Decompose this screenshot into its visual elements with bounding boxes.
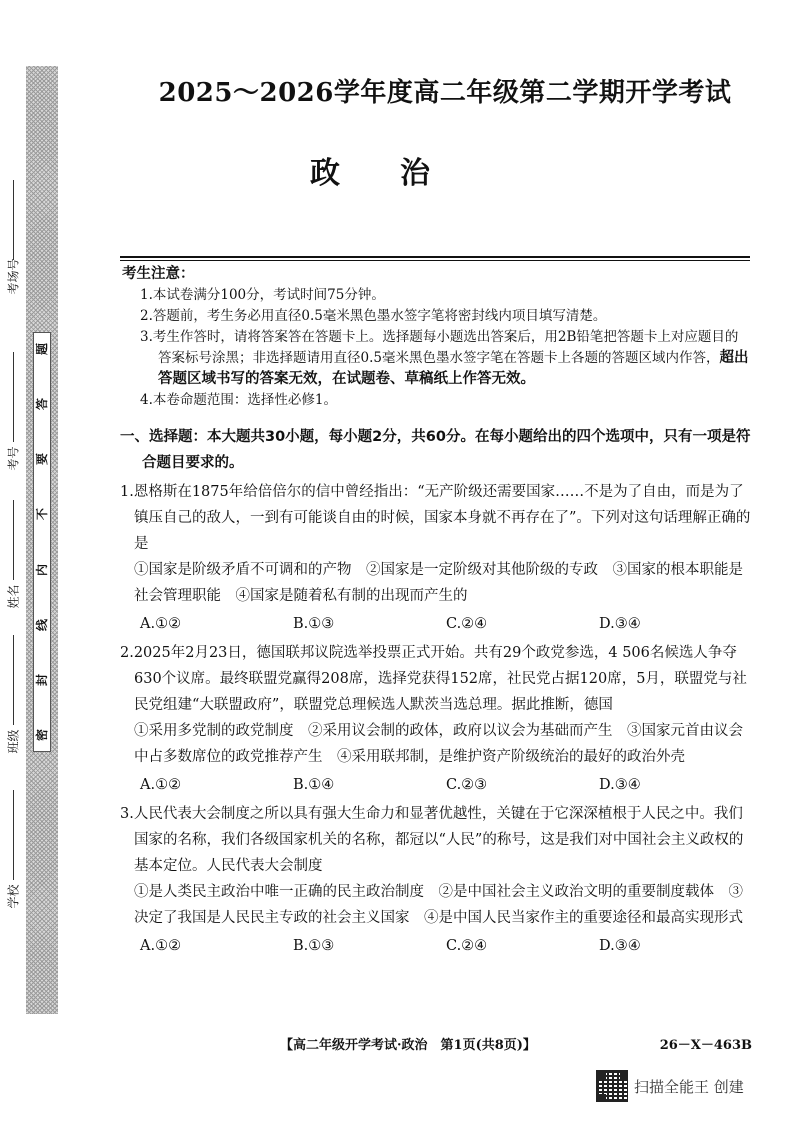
option-c: C.②④ [446, 616, 488, 632]
seal-char: 题 [34, 342, 49, 356]
option-row [120, 772, 752, 798]
option-d: D.③④ [599, 777, 641, 793]
seal-char: 密 [34, 728, 49, 741]
seal-char: 封 [34, 673, 49, 686]
seal-line-notice [33, 332, 51, 752]
exam-title: 2025～2026学年度高二年级第二学期开学考试 [158, 78, 732, 108]
school-label: 学校 [6, 884, 21, 909]
section-heading: 一、选择题：本大题共30小题，每小题2分，共60分。在每小题给出的四个选项中，只有一项是符合题目要求的。 [120, 429, 751, 471]
question-stem: 1.恩格斯在1875年给倍倍尔的信中曾经指出：“无产阶级还需要国家……不是为了自由，而是为了镇压自己的敌人，一到有可能谈自由的时候，国家本身就不再存在了”。下列对这句话理解正确的是 [120, 484, 751, 552]
option-b: B.①④ [293, 777, 335, 793]
header-rule [120, 256, 750, 258]
option-d: D.③④ [599, 938, 641, 954]
question-statements: ①是人类民主政治中唯一正确的民主政治制度 ②是中国社会主义政治文明的重要制度载体 ③决定了我国是人民民主专政的社会主义国家 ④是中国人民当家作主的重要途径和最高实现形式 [134, 884, 743, 926]
subject-title: 政治 [310, 156, 490, 191]
exam-number-label: 考号 [6, 446, 21, 471]
option-b: B.①③ [293, 616, 335, 632]
option-a: A.①② [140, 938, 182, 954]
question-statements: ①采用多党制的政党制度 ②采用议会制的政体，政府以议会为基础而产生 ③国家元首由议会中占多数席位的政党推荐产生 ④采用联邦制，是维护资产阶级统治的最好的政治外壳 [134, 723, 743, 765]
question-statements: ①国家是阶级矛盾不可调和的产物 ②国家是一定阶级对其他阶级的专政 ③国家的根本职能是社会管理职能 ④国家是随着私有制的出现而产生的 [134, 562, 743, 604]
class-label: 班级 [6, 729, 21, 754]
question-stem: 2.2025年2月23日，德国联邦议院选举投票正式开始。共有29个政党参选，4 506名候选人争夺630个议席。最终联盟党赢得208席，选择党获得152席，社民党占据120席，5月，联盟党与社民党组建“大联盟政府”，联盟党总理候选人默茨当选总理。据此推断，德国 [120, 645, 747, 713]
option-a: A.①② [140, 777, 182, 793]
seal-char: 线 [34, 618, 49, 631]
notice-item-text: 3.考生作答时，请将答案答在答题卡上。选择题每小题选出答案后，用2B铅笔把答题卡上对应题目的答案标号涂黑；非选择题请用直径0.5毫米黑色墨水签字笔在答题卡上各题的答题区域内作答， [140, 329, 739, 366]
footer-page-info: 【高二年级开学考试·政治 第1页(共8页)】 [280, 1038, 536, 1053]
notice-item-emphasis: 超出答题区域书写的答案无效，在试题卷、草稿纸上作答无效。 [158, 350, 749, 387]
header-rule-thin [120, 260, 750, 261]
notice-item: 4.本卷命题范围：选择性必修1。 [140, 392, 337, 408]
question-1 [120, 479, 752, 637]
footer-code: 26－X－463B [659, 1038, 752, 1053]
notice-item [122, 327, 750, 390]
option-c: C.②③ [446, 777, 488, 793]
seal-char: 不 [34, 508, 49, 521]
exam-room-field[interactable] [0, 180, 26, 293]
question-stem: 3.人民代表大会制度之所以具有强大生命力和显著优越性，关键在于它深深植根于人民之中。我们国家的名称，我们各级国家机关的名称，都冠以“人民”的称号，这是我们对中国社会主义政权的基本定位。人民代表大会制度 [120, 806, 744, 874]
notice-item: 1.本试卷满分100分，考试时间75分钟。 [140, 287, 385, 303]
name-label: 姓名 [6, 584, 21, 609]
option-d: D.③④ [599, 616, 641, 632]
page-footer [120, 1034, 752, 1053]
question-3 [120, 801, 752, 959]
notice-item: 2.答题前，考生务必用直径0.5毫米黑色墨水签字笔将密封线内项目填写清楚。 [140, 308, 607, 324]
option-row [120, 611, 752, 637]
seal-char: 要 [34, 453, 49, 466]
qr-code-icon [596, 1070, 628, 1102]
scanner-watermark [596, 1070, 744, 1102]
question-2 [120, 640, 752, 798]
seal-char: 答 [34, 398, 49, 411]
option-row [120, 933, 752, 959]
exam-room-label: 考场号 [6, 258, 21, 295]
question-body [120, 424, 752, 959]
class-field[interactable] [0, 635, 26, 758]
option-b: B.①③ [293, 938, 335, 954]
school-field[interactable] [0, 790, 26, 913]
exam-notice [122, 264, 750, 411]
option-c: C.②④ [446, 938, 488, 954]
name-field[interactable] [0, 500, 26, 613]
seal-char: 内 [34, 563, 49, 576]
notice-heading: 考生注意： [122, 266, 195, 282]
option-a: A.①② [140, 616, 182, 632]
watermark-text: 扫描全能王 创建 [634, 1077, 744, 1096]
exam-number-field[interactable] [0, 352, 26, 475]
